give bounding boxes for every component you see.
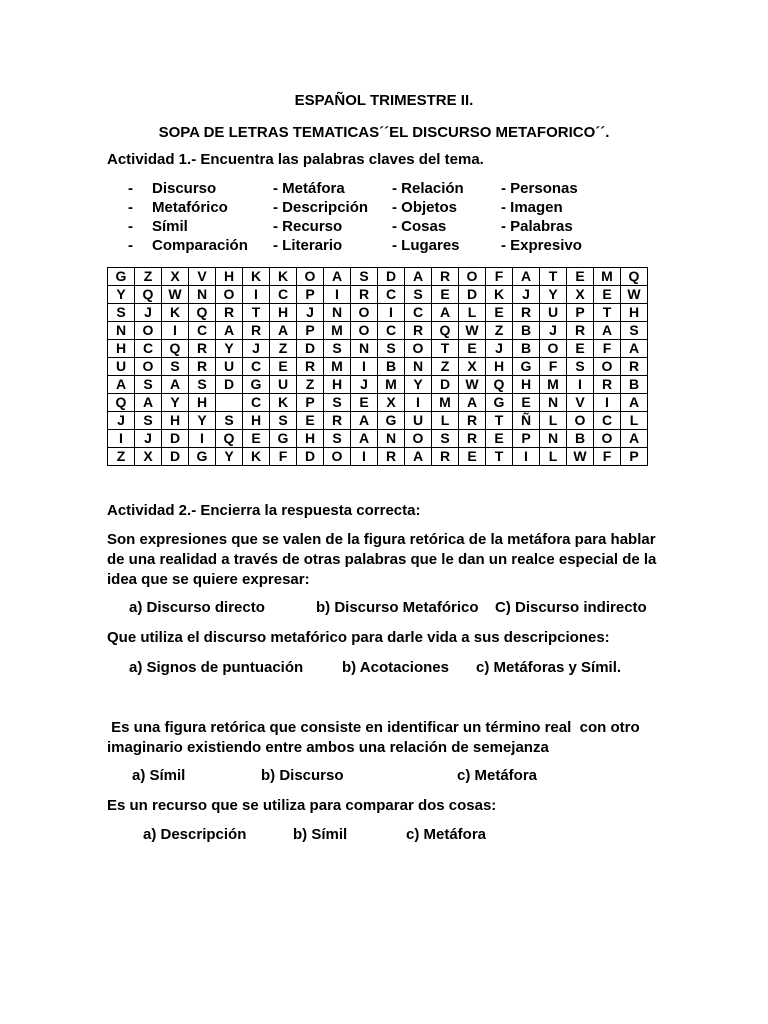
grid-row	[108, 394, 648, 412]
grid-cell[interactable]: O	[405, 340, 432, 358]
grid-cell[interactable]: H	[162, 412, 189, 430]
question-3-text: Es una figura retórica que consiste en identificar un término real con otro imaginario existiendo entre ambos una relación de semejanza	[107, 719, 644, 756]
grid-cell[interactable]: J	[243, 340, 270, 358]
grid-cell[interactable]: E	[459, 340, 486, 358]
grid-cell[interactable]: A	[621, 430, 648, 448]
grid-cell[interactable]: A	[459, 394, 486, 412]
grid-row	[108, 268, 648, 286]
grid-cell[interactable]: I	[405, 394, 432, 412]
grid-cell[interactable]: N	[324, 304, 351, 322]
grid-cell[interactable]: N	[540, 430, 567, 448]
grid-cell[interactable]: C	[243, 358, 270, 376]
grid-cell[interactable]: D	[378, 268, 405, 286]
grid-cell[interactable]: R	[378, 448, 405, 466]
grid-cell[interactable]: S	[108, 304, 135, 322]
grid-cell[interactable]: P	[513, 430, 540, 448]
grid-cell[interactable]: U	[540, 304, 567, 322]
grid-cell[interactable]: R	[432, 268, 459, 286]
grid-cell[interactable]: C	[270, 286, 297, 304]
grid-cell[interactable]: E	[297, 412, 324, 430]
grid-cell[interactable]: K	[243, 448, 270, 466]
grid-cell[interactable]: D	[162, 448, 189, 466]
grid-cell[interactable]: Q	[621, 268, 648, 286]
grid-cell[interactable]: I	[567, 376, 594, 394]
grid-cell[interactable]: E	[459, 448, 486, 466]
grid-cell[interactable]: G	[270, 430, 297, 448]
grid-cell[interactable]: P	[621, 448, 648, 466]
option-c[interactable]: c) Metáforas y Símil.	[476, 659, 622, 676]
grid-cell[interactable]: J	[135, 304, 162, 322]
grid-cell[interactable]: W	[162, 286, 189, 304]
grid-cell[interactable]: K	[162, 304, 189, 322]
grid-cell[interactable]: I	[594, 394, 621, 412]
grid-cell[interactable]: A	[351, 430, 378, 448]
grid-cell[interactable]: F	[594, 448, 621, 466]
activity1-heading: Actividad 1.- Encuentra las palabras claves del tema.	[107, 151, 484, 168]
word-bank-word: - Expresivo	[501, 237, 582, 254]
page-subtitle: SOPA DE LETRAS TEMATICAS´´EL DISCURSO METAFORICO´´.	[158, 124, 610, 141]
grid-cell[interactable]: A	[135, 394, 162, 412]
grid-cell[interactable]: A	[621, 340, 648, 358]
grid-cell[interactable]: G	[189, 448, 216, 466]
grid-cell[interactable]: I	[378, 304, 405, 322]
grid-cell[interactable]: T	[486, 412, 513, 430]
word-bank-word: - Descripción	[273, 199, 369, 216]
option-b[interactable]: b) Acotaciones	[342, 659, 449, 676]
grid-cell[interactable]: J	[108, 412, 135, 430]
grid-cell[interactable]: G	[243, 376, 270, 394]
grid-cell[interactable]: Y	[216, 340, 243, 358]
grid-cell[interactable]: V	[189, 268, 216, 286]
option-c[interactable]: c) Metáfora	[457, 767, 538, 784]
grid-cell[interactable]: W	[567, 448, 594, 466]
word-bank-dash: -	[128, 237, 133, 254]
grid-cell[interactable]: Q	[486, 376, 513, 394]
grid-cell[interactable]: X	[135, 448, 162, 466]
grid-row	[108, 286, 648, 304]
grid-cell[interactable]: D	[297, 340, 324, 358]
grid-cell[interactable]: O	[351, 304, 378, 322]
word-bank-word: - Personas	[501, 180, 578, 197]
grid-cell[interactable]: E	[432, 286, 459, 304]
grid-cell[interactable]: S	[324, 394, 351, 412]
grid-cell[interactable]: X	[162, 268, 189, 286]
grid-cell[interactable]: B	[621, 376, 648, 394]
grid-cell[interactable]: R	[513, 304, 540, 322]
grid-cell[interactable]: W	[621, 286, 648, 304]
grid-cell[interactable]: P	[297, 286, 324, 304]
grid-cell[interactable]: S	[135, 412, 162, 430]
word-bank-word: - Palabras	[501, 218, 573, 235]
grid-row	[108, 322, 648, 340]
grid-cell[interactable]: L	[621, 412, 648, 430]
grid-cell[interactable]: E	[243, 430, 270, 448]
grid-cell[interactable]: A	[162, 376, 189, 394]
grid-cell[interactable]: S	[405, 286, 432, 304]
grid-cell[interactable]: B	[513, 340, 540, 358]
grid-cell[interactable]: E	[567, 268, 594, 286]
grid-cell[interactable]: G	[108, 268, 135, 286]
grid-cell[interactable]: N	[108, 322, 135, 340]
grid-cell[interactable]: I	[351, 448, 378, 466]
grid-cell[interactable]: R	[216, 304, 243, 322]
word-bank-dash: -	[128, 180, 133, 197]
grid-cell[interactable]: O	[135, 322, 162, 340]
grid-cell[interactable]: A	[594, 322, 621, 340]
grid-cell[interactable]: M	[432, 394, 459, 412]
grid-cell[interactable]: S	[270, 412, 297, 430]
grid-cell[interactable]: Q	[216, 430, 243, 448]
grid-cell[interactable]: T	[432, 340, 459, 358]
grid-cell[interactable]: A	[621, 394, 648, 412]
grid-cell[interactable]: N	[189, 286, 216, 304]
grid-cell[interactable]: H	[621, 304, 648, 322]
word-bank-word: - Metáfora	[273, 180, 345, 197]
word-bank-word: - Lugares	[392, 237, 460, 254]
grid-cell[interactable]: U	[270, 376, 297, 394]
word-bank-word: Discurso	[152, 180, 217, 197]
grid-cell[interactable]: C	[405, 304, 432, 322]
grid-cell[interactable]: J	[486, 340, 513, 358]
grid-cell[interactable]: J	[351, 376, 378, 394]
grid-cell[interactable]: R	[594, 376, 621, 394]
grid-row	[108, 412, 648, 430]
grid-cell[interactable]: E	[270, 358, 297, 376]
grid-row	[108, 430, 648, 448]
word-bank-word: - Cosas	[392, 218, 447, 235]
grid-cell[interactable]: U	[405, 412, 432, 430]
grid-cell[interactable]: D	[297, 448, 324, 466]
grid-cell[interactable]: T	[594, 304, 621, 322]
word-bank-word: - Recurso	[273, 218, 343, 235]
grid-cell[interactable]: L	[540, 448, 567, 466]
grid-cell[interactable]: K	[243, 268, 270, 286]
grid-cell[interactable]: K	[270, 268, 297, 286]
option-c[interactable]: c) Metáfora	[406, 826, 487, 843]
grid-cell[interactable]: I	[243, 286, 270, 304]
grid-cell[interactable]: E	[513, 394, 540, 412]
grid-cell[interactable]: O	[351, 322, 378, 340]
question-4-text: Es un recurso que se utiliza para comparar dos cosas:	[107, 797, 497, 814]
grid-row	[108, 304, 648, 322]
grid-cell[interactable]: U	[216, 358, 243, 376]
grid-cell[interactable]: H	[324, 376, 351, 394]
grid-cell[interactable]: S	[432, 430, 459, 448]
option-a[interactable]: a) Símil	[132, 767, 186, 784]
grid-cell[interactable]: S	[162, 358, 189, 376]
grid-cell[interactable]: R	[432, 448, 459, 466]
word-bank-word: Comparación	[152, 237, 248, 254]
grid-cell[interactable]: A	[432, 304, 459, 322]
grid-cell[interactable]: O	[405, 430, 432, 448]
grid-cell[interactable]: E	[594, 286, 621, 304]
grid-cell[interactable]: O	[594, 358, 621, 376]
activity2-heading: Actividad 2.- Encierra la respuesta correcta:	[107, 502, 421, 519]
grid-cell[interactable]: R	[405, 322, 432, 340]
word-bank-word: - Literario	[273, 237, 343, 254]
grid-cell[interactable]: R	[459, 412, 486, 430]
grid-cell[interactable]: Ñ	[513, 412, 540, 430]
grid-cell[interactable]: G	[486, 394, 513, 412]
grid-cell[interactable]: I	[108, 430, 135, 448]
grid-cell[interactable]: G	[378, 412, 405, 430]
grid-cell[interactable]: I	[324, 286, 351, 304]
grid-cell[interactable]: D	[216, 376, 243, 394]
grid-cell[interactable]: N	[540, 394, 567, 412]
grid-cell[interactable]: L	[459, 304, 486, 322]
grid-cell[interactable]: P	[567, 304, 594, 322]
grid-cell[interactable]: A	[405, 268, 432, 286]
grid-cell[interactable]: S	[351, 268, 378, 286]
grid-cell[interactable]: K	[270, 394, 297, 412]
grid-cell[interactable]: I	[162, 322, 189, 340]
option-b[interactable]: b) Discurso Metafórico	[316, 599, 479, 616]
question-2-text: Que utiliza el discurso metafórico para darle vida a sus descripciones:	[107, 629, 610, 646]
grid-cell[interactable]: A	[324, 268, 351, 286]
grid-cell[interactable]: Q	[108, 394, 135, 412]
grid-cell[interactable]: O	[216, 286, 243, 304]
grid-cell[interactable]: T	[243, 304, 270, 322]
grid-cell[interactable]: Z	[486, 322, 513, 340]
grid-cell[interactable]	[216, 394, 243, 412]
word-search-grid	[107, 267, 648, 466]
grid-cell[interactable]: W	[459, 376, 486, 394]
grid-cell[interactable]: R	[297, 358, 324, 376]
grid-cell[interactable]: F	[594, 340, 621, 358]
grid-cell[interactable]: J	[540, 322, 567, 340]
grid-cell[interactable]: R	[459, 430, 486, 448]
grid-cell[interactable]: Q	[432, 322, 459, 340]
option-b[interactable]: b) Discurso	[261, 767, 344, 784]
grid-cell[interactable]: E	[567, 340, 594, 358]
grid-cell[interactable]: R	[243, 322, 270, 340]
grid-cell[interactable]: M	[540, 376, 567, 394]
grid-cell[interactable]: Y	[108, 286, 135, 304]
grid-cell[interactable]: X	[459, 358, 486, 376]
grid-cell[interactable]: O	[297, 268, 324, 286]
grid-cell[interactable]: S	[135, 376, 162, 394]
grid-cell[interactable]: O	[540, 340, 567, 358]
word-bank-dash: -	[128, 199, 133, 216]
grid-cell[interactable]: R	[621, 358, 648, 376]
grid-cell[interactable]: F	[486, 268, 513, 286]
grid-cell[interactable]: N	[351, 340, 378, 358]
word-bank-word: - Objetos	[392, 199, 458, 216]
grid-cell[interactable]: Z	[135, 268, 162, 286]
grid-cell[interactable]: E	[351, 394, 378, 412]
word-bank-dash: -	[128, 218, 133, 235]
grid-cell[interactable]: C	[243, 394, 270, 412]
grid-cell[interactable]: A	[405, 448, 432, 466]
grid-cell[interactable]: E	[486, 304, 513, 322]
grid-cell[interactable]: A	[216, 322, 243, 340]
grid-cell[interactable]: Y	[216, 448, 243, 466]
grid-cell[interactable]: Z	[432, 358, 459, 376]
grid-cell[interactable]: B	[567, 430, 594, 448]
grid-cell[interactable]: S	[378, 340, 405, 358]
grid-cell[interactable]: O	[459, 268, 486, 286]
grid-cell[interactable]: Q	[189, 304, 216, 322]
option-a[interactable]: a) Signos de puntuación	[129, 659, 304, 676]
grid-cell[interactable]: Y	[405, 376, 432, 394]
grid-row	[108, 358, 648, 376]
option-b[interactable]: b) Símil	[293, 826, 348, 843]
grid-cell[interactable]: X	[567, 286, 594, 304]
grid-cell[interactable]: L	[540, 412, 567, 430]
grid-cell[interactable]: D	[432, 376, 459, 394]
grid-cell[interactable]: U	[108, 358, 135, 376]
question-1-text: Son expresiones que se valen de la figura retórica de la metáfora para hablar de una realidad a través de otras palabras que le dan un realce especial de la idea que se quiere expresar:	[107, 531, 657, 588]
grid-cell[interactable]: T	[486, 448, 513, 466]
grid-cell[interactable]: R	[189, 358, 216, 376]
grid-row	[108, 340, 648, 358]
grid-cell[interactable]: H	[216, 268, 243, 286]
grid-cell[interactable]: Z	[270, 340, 297, 358]
grid-cell[interactable]: Z	[297, 376, 324, 394]
grid-cell[interactable]: C	[135, 340, 162, 358]
grid-cell[interactable]: Z	[108, 448, 135, 466]
grid-cell[interactable]: F	[540, 358, 567, 376]
grid-cell[interactable]: Y	[162, 394, 189, 412]
page-title: ESPAÑOL TRIMESTRE II.	[294, 92, 474, 109]
word-bank-word: Símil	[152, 218, 188, 235]
grid-cell[interactable]: S	[216, 412, 243, 430]
grid-cell[interactable]: O	[135, 358, 162, 376]
grid-cell[interactable]: A	[351, 412, 378, 430]
grid-cell[interactable]: A	[513, 268, 540, 286]
grid-cell[interactable]: F	[270, 448, 297, 466]
grid-cell[interactable]: A	[270, 322, 297, 340]
grid-cell[interactable]: G	[513, 358, 540, 376]
grid-cell[interactable]: R	[351, 286, 378, 304]
word-bank-word: - Imagen	[501, 199, 563, 216]
grid-cell[interactable]: B	[378, 358, 405, 376]
grid-cell[interactable]: M	[324, 322, 351, 340]
grid-cell[interactable]: E	[486, 430, 513, 448]
grid-row	[108, 376, 648, 394]
grid-cell[interactable]: R	[189, 340, 216, 358]
grid-cell[interactable]: H	[108, 340, 135, 358]
grid-cell[interactable]: C	[189, 322, 216, 340]
grid-cell[interactable]: R	[567, 322, 594, 340]
grid-cell[interactable]: J	[513, 286, 540, 304]
grid-cell[interactable]: O	[594, 430, 621, 448]
grid-cell[interactable]: S	[621, 322, 648, 340]
grid-cell[interactable]: Q	[135, 286, 162, 304]
grid-cell[interactable]: J	[135, 430, 162, 448]
grid-cell[interactable]: V	[567, 394, 594, 412]
grid-cell[interactable]: H	[486, 358, 513, 376]
grid-cell[interactable]: C	[378, 286, 405, 304]
grid-cell[interactable]: A	[108, 376, 135, 394]
grid-cell[interactable]: P	[297, 322, 324, 340]
grid-cell[interactable]: H	[243, 412, 270, 430]
grid-cell[interactable]: P	[297, 394, 324, 412]
grid-cell[interactable]: M	[594, 268, 621, 286]
grid-cell[interactable]: O	[324, 448, 351, 466]
grid-cell[interactable]: S	[324, 430, 351, 448]
grid-cell[interactable]: X	[378, 394, 405, 412]
grid-cell[interactable]: J	[297, 304, 324, 322]
grid-cell[interactable]: C	[594, 412, 621, 430]
grid-cell[interactable]: S	[189, 376, 216, 394]
option-a[interactable]: a) Descripción	[143, 826, 247, 843]
grid-cell[interactable]: L	[432, 412, 459, 430]
grid-cell[interactable]: M	[378, 376, 405, 394]
grid-cell[interactable]: H	[189, 394, 216, 412]
word-bank-word: Metafórico	[152, 199, 228, 216]
grid-cell[interactable]: S	[567, 358, 594, 376]
grid-cell[interactable]: H	[513, 376, 540, 394]
grid-cell[interactable]: B	[513, 322, 540, 340]
grid-cell[interactable]: O	[567, 412, 594, 430]
grid-cell[interactable]: W	[459, 322, 486, 340]
grid-cell[interactable]: N	[405, 358, 432, 376]
grid-cell[interactable]: H	[270, 304, 297, 322]
grid-cell[interactable]: T	[540, 268, 567, 286]
grid-cell[interactable]: I	[189, 430, 216, 448]
grid-cell[interactable]: N	[378, 430, 405, 448]
grid-cell[interactable]: D	[162, 430, 189, 448]
grid-row	[108, 448, 648, 466]
grid-cell[interactable]: D	[459, 286, 486, 304]
grid-cell[interactable]: I	[513, 448, 540, 466]
grid-cell[interactable]: Q	[162, 340, 189, 358]
grid-cell[interactable]: C	[378, 322, 405, 340]
grid-cell[interactable]: Y	[189, 412, 216, 430]
grid-cell[interactable]: M	[324, 358, 351, 376]
grid-cell[interactable]: H	[297, 430, 324, 448]
word-bank-word: - Relación	[392, 180, 464, 197]
grid-cell[interactable]: Y	[540, 286, 567, 304]
grid-cell[interactable]: K	[486, 286, 513, 304]
option-a[interactable]: a) Discurso directo	[129, 599, 265, 616]
option-c[interactable]: C) Discurso indirecto	[495, 599, 647, 616]
grid-cell[interactable]: S	[324, 340, 351, 358]
grid-cell[interactable]: I	[351, 358, 378, 376]
grid-cell[interactable]: R	[324, 412, 351, 430]
